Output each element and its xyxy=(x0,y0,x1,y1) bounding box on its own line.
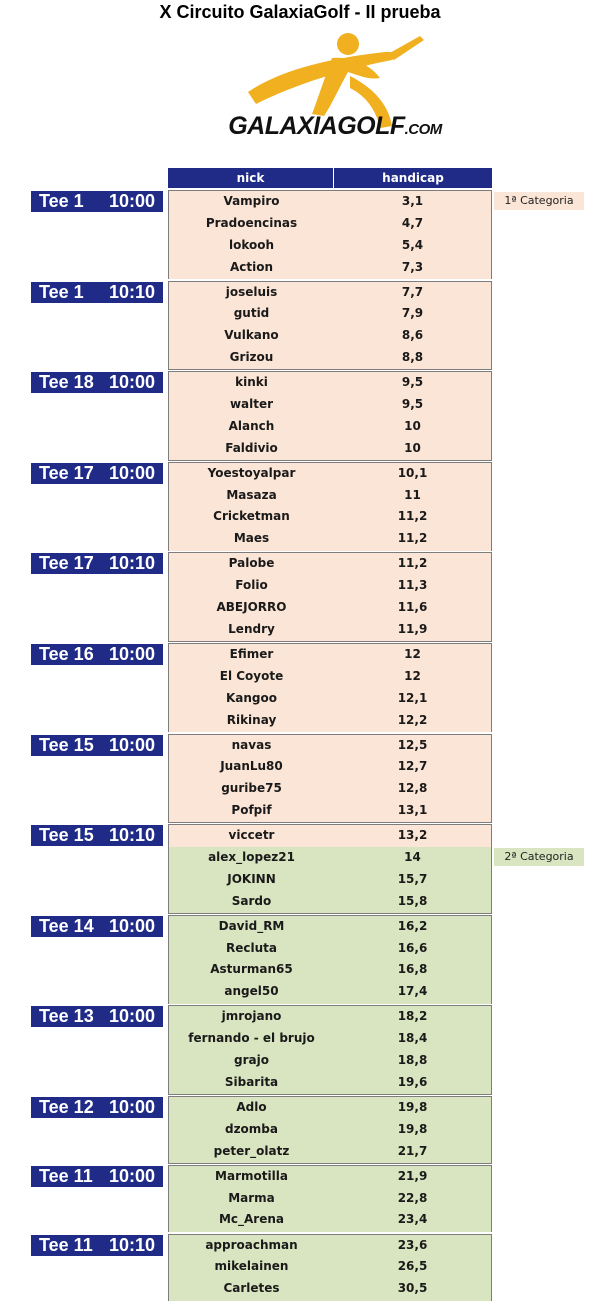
player-row xyxy=(169,1235,491,1257)
player-nick: grajo xyxy=(169,1050,334,1072)
player-nick: Adlo xyxy=(169,1097,334,1119)
player-row xyxy=(169,1141,491,1163)
player-nick: Maes xyxy=(169,528,334,550)
player-nick: Folio xyxy=(169,575,334,597)
player-nick: jmrojano xyxy=(169,1006,334,1028)
player-row xyxy=(169,416,491,438)
tee-time: 10:00 xyxy=(109,191,155,212)
player-nick: Cricketman xyxy=(169,506,334,528)
player-nick: angel50 xyxy=(169,981,334,1003)
player-row xyxy=(169,191,491,213)
player-row xyxy=(169,463,491,485)
player-handicap: 11,3 xyxy=(334,575,491,597)
player-nick: Rikinay xyxy=(169,710,334,732)
tee-time-label xyxy=(31,282,163,303)
column-header-nick: nick xyxy=(168,168,334,188)
player-handicap: 12,8 xyxy=(334,778,491,800)
player-nick: El Coyote xyxy=(169,666,334,688)
player-row xyxy=(169,688,491,710)
player-handicap: 12 xyxy=(334,666,491,688)
player-nick: JOKINN xyxy=(169,869,334,891)
tee-group xyxy=(168,552,492,641)
tee-number: Tee 15 xyxy=(39,825,94,846)
player-nick: Yoestoyalpar xyxy=(169,463,334,485)
tee-time: 10:00 xyxy=(109,916,155,937)
player-nick: Pradoencinas xyxy=(169,213,334,235)
tee-time: 10:00 xyxy=(109,1006,155,1027)
player-handicap: 18,8 xyxy=(334,1050,491,1072)
player-handicap: 19,6 xyxy=(334,1072,491,1094)
logo-main-text: GALAXIAGOLF xyxy=(228,112,404,140)
player-nick: gutid xyxy=(169,303,334,325)
tee-time: 10:00 xyxy=(109,644,155,665)
player-nick: mikelainen xyxy=(169,1256,334,1278)
player-handicap: 12,1 xyxy=(334,688,491,710)
tee-number: Tee 16 xyxy=(39,644,94,665)
player-nick: lokooh xyxy=(169,235,334,257)
player-nick: walter xyxy=(169,394,334,416)
tee-number: Tee 12 xyxy=(39,1097,94,1118)
tee-time: 10:10 xyxy=(109,553,155,574)
player-handicap: 12,5 xyxy=(334,735,491,757)
tee-time-label xyxy=(31,916,163,937)
player-handicap: 11,2 xyxy=(334,528,491,550)
player-nick: guribe75 xyxy=(169,778,334,800)
player-nick: joseluis xyxy=(169,282,334,304)
tee-time-label xyxy=(31,1166,163,1187)
tee-time-label xyxy=(31,191,163,212)
player-handicap: 26,5 xyxy=(334,1256,491,1278)
player-row xyxy=(169,506,491,528)
logo-suffix-text: .COM xyxy=(405,121,442,138)
player-handicap: 10 xyxy=(334,438,491,460)
player-nick: Vulkano xyxy=(169,325,334,347)
player-handicap: 23,4 xyxy=(334,1209,491,1231)
tee-time: 10:00 xyxy=(109,1097,155,1118)
player-row xyxy=(169,778,491,800)
player-handicap: 11 xyxy=(334,485,491,507)
player-handicap: 18,4 xyxy=(334,1028,491,1050)
tee-group xyxy=(168,190,492,279)
player-handicap: 13,1 xyxy=(334,800,491,822)
tee-time: 10:00 xyxy=(109,735,155,756)
player-row xyxy=(169,438,491,460)
player-row xyxy=(169,1050,491,1072)
player-row xyxy=(169,1256,491,1278)
player-handicap: 10,1 xyxy=(334,463,491,485)
tee-group xyxy=(168,1005,492,1094)
tee-time-label xyxy=(31,553,163,574)
player-handicap: 16,6 xyxy=(334,938,491,960)
tee-time: 10:00 xyxy=(109,372,155,393)
tee-group xyxy=(168,734,492,823)
tee-time: 10:00 xyxy=(109,463,155,484)
player-row xyxy=(169,213,491,235)
player-row xyxy=(169,553,491,575)
player-row xyxy=(169,282,491,304)
tee-group xyxy=(168,915,492,1004)
player-row xyxy=(169,394,491,416)
player-row xyxy=(169,800,491,822)
player-row xyxy=(169,1097,491,1119)
tee-time-label xyxy=(31,372,163,393)
player-row xyxy=(169,619,491,641)
player-handicap: 8,6 xyxy=(334,325,491,347)
player-nick: Kangoo xyxy=(169,688,334,710)
tee-group xyxy=(168,462,492,551)
tee-group xyxy=(168,1165,492,1233)
player-nick: Masaza xyxy=(169,485,334,507)
player-handicap: 11,6 xyxy=(334,597,491,619)
tee-number: Tee 14 xyxy=(39,916,94,937)
player-nick: Lendry xyxy=(169,619,334,641)
player-handicap: 22,8 xyxy=(334,1188,491,1210)
player-row xyxy=(169,756,491,778)
player-row xyxy=(169,825,491,847)
player-row xyxy=(169,347,491,369)
player-handicap: 11,9 xyxy=(334,619,491,641)
player-nick: David_RM xyxy=(169,916,334,938)
player-handicap: 11,2 xyxy=(334,553,491,575)
player-row xyxy=(169,938,491,960)
tee-number: Tee 1 xyxy=(39,282,84,303)
player-nick: approachman xyxy=(169,1235,334,1257)
player-nick: ABEJORRO xyxy=(169,597,334,619)
player-handicap: 11,2 xyxy=(334,506,491,528)
tee-time: 10:10 xyxy=(109,1235,155,1256)
tee-number: Tee 11 xyxy=(39,1235,93,1256)
tee-group xyxy=(168,1096,492,1164)
player-row xyxy=(169,735,491,757)
tee-number: Tee 13 xyxy=(39,1006,94,1027)
tee-number: Tee 15 xyxy=(39,735,94,756)
player-nick: Vampiro xyxy=(169,191,334,213)
player-nick: Pofpif xyxy=(169,800,334,822)
player-nick: kinki xyxy=(169,372,334,394)
galaxiagolf-logo xyxy=(220,30,450,155)
player-nick: alex_lopez21 xyxy=(169,847,334,869)
category-label-1: 1ª Categoria xyxy=(494,192,584,210)
player-row xyxy=(169,325,491,347)
player-handicap: 9,5 xyxy=(334,394,491,416)
player-handicap: 7,7 xyxy=(334,282,491,304)
tee-group xyxy=(168,1234,492,1301)
player-row xyxy=(169,1166,491,1188)
player-nick: Marmotilla xyxy=(169,1166,334,1188)
tee-group xyxy=(168,643,492,732)
tee-time-label xyxy=(31,1006,163,1027)
player-row xyxy=(169,869,491,891)
tee-number: Tee 18 xyxy=(39,372,94,393)
player-nick: fernando - el brujo xyxy=(169,1028,334,1050)
tee-group xyxy=(168,371,492,460)
player-handicap: 18,2 xyxy=(334,1006,491,1028)
player-nick: Palobe xyxy=(169,553,334,575)
player-handicap: 10 xyxy=(334,416,491,438)
player-row xyxy=(169,485,491,507)
player-row xyxy=(169,1028,491,1050)
player-handicap: 16,8 xyxy=(334,959,491,981)
player-handicap: 3,1 xyxy=(334,191,491,213)
player-row xyxy=(169,959,491,981)
tee-time-label xyxy=(31,1235,163,1256)
player-handicap: 19,8 xyxy=(334,1097,491,1119)
tee-group xyxy=(168,824,492,913)
tee-time: 10:10 xyxy=(109,282,155,303)
tee-time: 10:10 xyxy=(109,825,155,846)
player-handicap: 16,2 xyxy=(334,916,491,938)
player-row xyxy=(169,916,491,938)
player-row xyxy=(169,1006,491,1028)
page-title: X Circuito GalaxiaGolf - II prueba xyxy=(0,2,600,23)
player-handicap: 9,5 xyxy=(334,372,491,394)
player-handicap: 21,7 xyxy=(334,1141,491,1163)
player-nick: Action xyxy=(169,257,334,279)
player-handicap: 21,9 xyxy=(334,1166,491,1188)
player-row xyxy=(169,303,491,325)
player-handicap: 7,9 xyxy=(334,303,491,325)
player-row xyxy=(169,981,491,1003)
player-row xyxy=(169,666,491,688)
player-nick: Recluta xyxy=(169,938,334,960)
player-handicap: 7,3 xyxy=(334,257,491,279)
player-handicap: 12 xyxy=(334,644,491,666)
player-row xyxy=(169,372,491,394)
tee-time-label xyxy=(31,463,163,484)
player-row xyxy=(169,235,491,257)
player-nick: Grizou xyxy=(169,347,334,369)
player-handicap: 4,7 xyxy=(334,213,491,235)
player-nick: dzomba xyxy=(169,1119,334,1141)
player-nick: navas xyxy=(169,735,334,757)
player-nick: Alanch xyxy=(169,416,334,438)
player-nick: Sardo xyxy=(169,891,334,913)
player-row xyxy=(169,257,491,279)
player-nick: Sibarita xyxy=(169,1072,334,1094)
player-nick: Efimer xyxy=(169,644,334,666)
player-row xyxy=(169,1119,491,1141)
player-row xyxy=(169,528,491,550)
player-row xyxy=(169,891,491,913)
tee-number: Tee 17 xyxy=(39,463,94,484)
player-row xyxy=(169,1072,491,1094)
player-nick: peter_olatz xyxy=(169,1141,334,1163)
player-handicap: 30,5 xyxy=(334,1278,491,1300)
player-row xyxy=(169,1278,491,1300)
player-nick: JuanLu80 xyxy=(169,756,334,778)
player-handicap: 14 xyxy=(334,847,491,869)
player-nick: Marma xyxy=(169,1188,334,1210)
player-row xyxy=(169,1188,491,1210)
player-row xyxy=(169,597,491,619)
player-handicap: 19,8 xyxy=(334,1119,491,1141)
player-handicap: 13,2 xyxy=(334,825,491,847)
player-nick: Faldivio xyxy=(169,438,334,460)
tee-time-label xyxy=(31,644,163,665)
player-handicap: 15,8 xyxy=(334,891,491,913)
player-handicap: 23,6 xyxy=(334,1235,491,1257)
tee-time-label xyxy=(31,735,163,756)
column-header-handicap: handicap xyxy=(334,168,492,188)
category-label-2: 2ª Categoria xyxy=(494,848,584,866)
tee-number: Tee 1 xyxy=(39,191,84,212)
tee-number: Tee 11 xyxy=(39,1166,93,1187)
player-row xyxy=(169,644,491,666)
player-handicap: 5,4 xyxy=(334,235,491,257)
tee-time-label xyxy=(31,825,163,846)
player-nick: Mc_Arena xyxy=(169,1209,334,1231)
player-row xyxy=(169,847,491,869)
player-handicap: 8,8 xyxy=(334,347,491,369)
player-row xyxy=(169,575,491,597)
tee-time: 10:00 xyxy=(109,1166,155,1187)
player-nick: Carletes xyxy=(169,1278,334,1300)
player-row xyxy=(169,1209,491,1231)
player-handicap: 15,7 xyxy=(334,869,491,891)
player-row xyxy=(169,710,491,732)
tee-time-label xyxy=(31,1097,163,1118)
logo-wordmark xyxy=(220,112,450,141)
tee-number: Tee 17 xyxy=(39,553,94,574)
player-nick: viccetr xyxy=(169,825,334,847)
tee-group xyxy=(168,281,492,370)
player-handicap: 12,2 xyxy=(334,710,491,732)
player-nick: Asturman65 xyxy=(169,959,334,981)
player-handicap: 12,7 xyxy=(334,756,491,778)
player-handicap: 17,4 xyxy=(334,981,491,1003)
